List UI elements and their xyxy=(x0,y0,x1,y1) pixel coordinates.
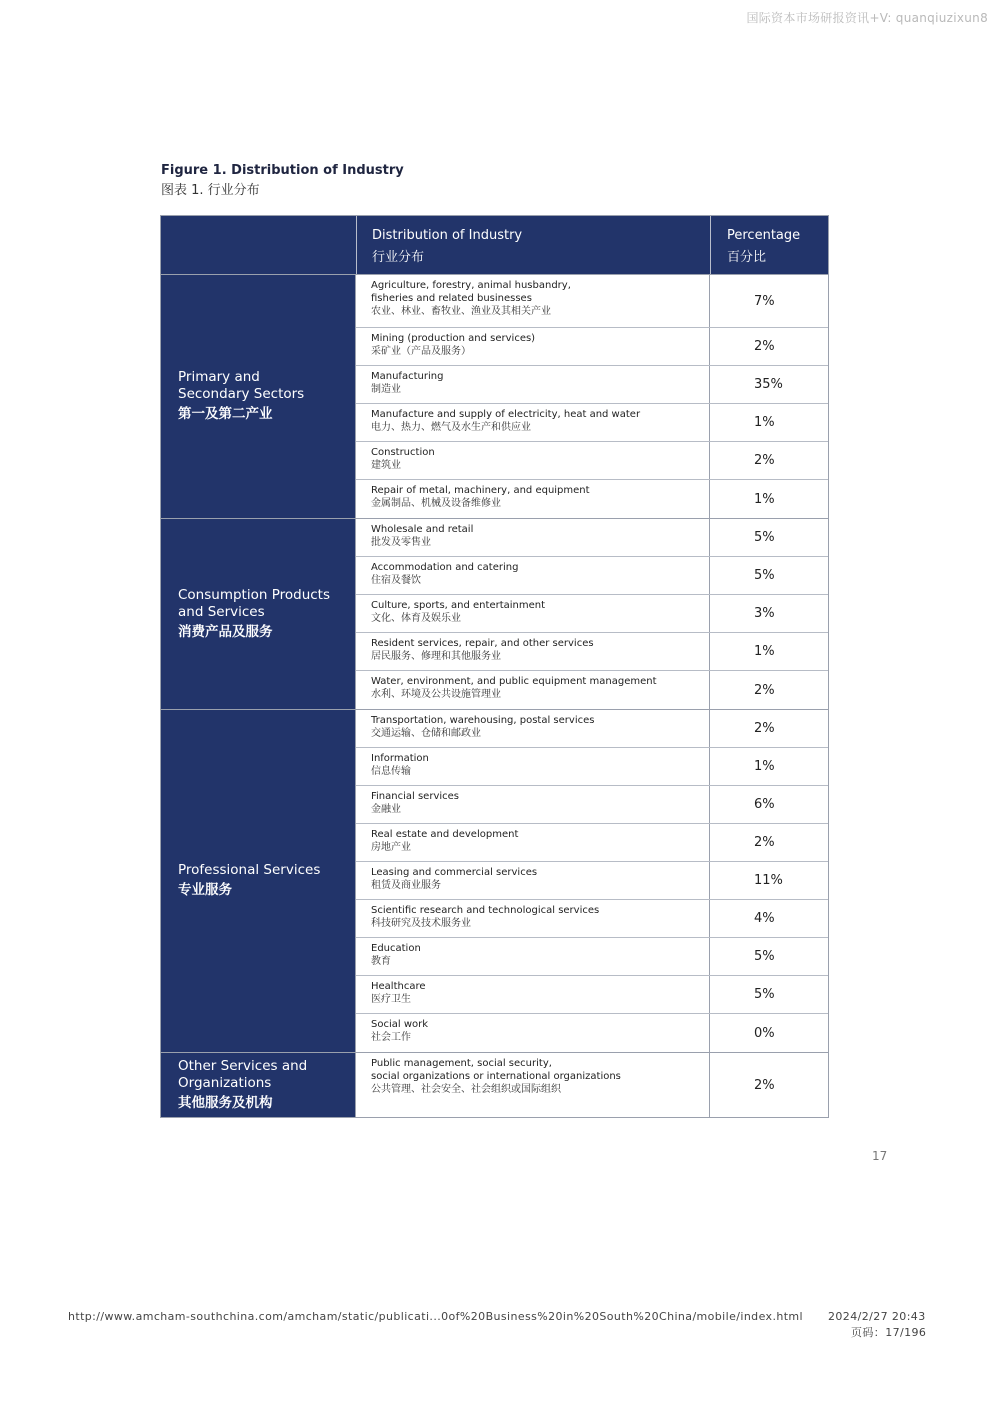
percentage-cell: 35% xyxy=(754,377,783,392)
percentage-cell: 1% xyxy=(754,644,775,659)
industry-name-en: Healthcare xyxy=(371,981,426,992)
percentage-cell: 5% xyxy=(754,949,775,964)
group-name-en: Professional Services xyxy=(178,862,321,878)
group-name-zh: 第一及第二产业 xyxy=(178,406,273,422)
industry-name-en: Accommodation and catering xyxy=(371,562,519,573)
industry-cell xyxy=(356,557,710,594)
percentage-cell: 5% xyxy=(754,568,775,583)
industry-cell xyxy=(356,442,710,479)
industry-name-zh: 金属制品、机械及设备维修业 xyxy=(371,498,501,509)
industry-name-en: Wholesale and retail xyxy=(371,524,474,535)
watermark-text: 国际资本市场研报资讯+V: quanqiuzixun8 xyxy=(746,11,988,25)
table-group xyxy=(161,275,828,519)
table-row xyxy=(356,671,828,709)
table-row xyxy=(356,442,828,480)
industry-name-en: Leasing and commercial services xyxy=(371,867,538,878)
industry-name-zh: 水利、环境及公共设施管理业 xyxy=(371,689,501,700)
industry-name-zh: 房地产业 xyxy=(371,842,411,853)
industry-name-en: Transportation, warehousing, postal services xyxy=(371,715,595,726)
industry-name-zh: 租赁及商业服务 xyxy=(371,880,441,891)
table-row xyxy=(356,1014,828,1052)
group-rows xyxy=(356,1053,828,1117)
industry-cell xyxy=(356,1053,710,1117)
industry-name-zh: 电力、热力、燃气及水生产和供应业 xyxy=(371,422,531,433)
table-row xyxy=(356,786,828,824)
footer-datetime: 2024/2/27 20:43 xyxy=(828,1310,926,1323)
percentage-cell: 1% xyxy=(754,491,775,507)
industry-cell xyxy=(356,786,710,823)
group-name-en: Organizations xyxy=(178,1074,272,1091)
table-header xyxy=(161,216,828,275)
industry-name-zh: 建筑业 xyxy=(371,460,401,471)
industry-name-en: social organizations or international organizations xyxy=(371,1071,621,1082)
header-group-cell xyxy=(161,216,357,274)
percentage-cell: 1% xyxy=(754,415,775,430)
percentage-cell: 2% xyxy=(754,721,775,736)
industry-cell xyxy=(356,710,710,747)
group-rows xyxy=(356,275,828,518)
percentage-cell: 7% xyxy=(754,293,775,309)
industry-name-en: Public management, social security, xyxy=(371,1058,552,1069)
table-row xyxy=(356,748,828,786)
percentage-cell: 5% xyxy=(754,987,775,1002)
group-name-en: Secondary Sectors xyxy=(178,386,305,402)
industry-name-zh: 居民服务、修理和其他服务业 xyxy=(371,651,501,662)
group-name-en: Other Services and xyxy=(178,1057,308,1074)
percentage-cell: 2% xyxy=(754,1077,775,1093)
industry-name-en: Scientific research and technological services xyxy=(371,905,600,916)
percentage-cell: 0% xyxy=(754,1025,775,1041)
industry-name-zh: 农业、林业、畜牧业、渔业及其相关产业 xyxy=(371,306,551,317)
industry-name-zh: 教育 xyxy=(371,956,391,967)
table-row xyxy=(356,480,828,518)
industry-name-en: Repair of metal, machinery, and equipment xyxy=(371,485,590,496)
figure-title-zh: 图表 1. 行业分布 xyxy=(161,183,260,198)
table-row xyxy=(356,595,828,633)
industry-cell xyxy=(356,938,710,975)
industry-cell xyxy=(356,366,710,403)
percentage-cell: 3% xyxy=(754,606,775,621)
table-row xyxy=(356,710,828,748)
percentage-cell: 4% xyxy=(754,911,775,926)
percentage-cell: 2% xyxy=(754,453,775,468)
industry-name-en: Information xyxy=(371,753,429,764)
industry-name-en: Social work xyxy=(371,1019,429,1030)
industry-name-en: Manufacture and supply of electricity, heat and water xyxy=(371,409,641,420)
table-row xyxy=(356,633,828,671)
table-row xyxy=(356,938,828,976)
industry-cell xyxy=(356,976,710,1013)
header-industry-zh: 行业分布 xyxy=(372,250,425,265)
group-name-cell xyxy=(161,519,356,709)
table-group xyxy=(161,1053,828,1117)
group-name-cell xyxy=(161,710,356,1052)
percentage-cell: 11% xyxy=(754,873,783,888)
group-name-en: Primary and xyxy=(178,369,260,385)
header-percentage-zh: 百分比 xyxy=(727,250,767,265)
industry-distribution-table xyxy=(160,215,829,1118)
industry-name-en: Mining (production and services) xyxy=(371,333,536,344)
percentage-cell: 2% xyxy=(754,682,775,698)
table-row xyxy=(356,1053,828,1117)
industry-name-zh: 公共管理、社会安全、社会组织或国际组织 xyxy=(371,1084,561,1095)
percentage-cell: 2% xyxy=(754,835,775,850)
industry-name-en: Agriculture, forestry, animal husbandry, xyxy=(371,280,571,291)
industry-name-en: Culture, sports, and entertainment xyxy=(371,600,546,611)
table-row xyxy=(356,366,828,404)
group-name-zh: 其他服务及机构 xyxy=(178,1094,273,1111)
industry-name-en: Resident services, repair, and other services xyxy=(371,638,594,649)
table-row xyxy=(356,275,828,328)
industry-name-en: Real estate and development xyxy=(371,829,519,840)
industry-cell xyxy=(356,862,710,899)
industry-name-zh: 采矿业（产品及服务） xyxy=(371,346,471,357)
figure-title xyxy=(161,163,404,198)
industry-name-zh: 科技研究及技术服务业 xyxy=(371,918,471,929)
industry-name-en: Education xyxy=(371,943,421,954)
industry-name-zh: 社会工作 xyxy=(371,1032,411,1043)
industry-cell xyxy=(356,824,710,861)
industry-cell xyxy=(356,480,710,518)
industry-cell xyxy=(356,1014,710,1052)
table-row xyxy=(356,519,828,557)
table-row xyxy=(356,328,828,366)
percentage-cell: 6% xyxy=(754,797,775,812)
table-row xyxy=(356,824,828,862)
industry-name-en: fisheries and related businesses xyxy=(371,293,532,304)
industry-name-zh: 信息传输 xyxy=(371,766,411,777)
percentage-cell: 2% xyxy=(754,339,775,354)
industry-cell xyxy=(356,328,710,365)
industry-name-zh: 医疗卫生 xyxy=(371,994,411,1005)
industry-name-zh: 文化、体育及娱乐业 xyxy=(371,613,461,624)
group-rows xyxy=(356,710,828,1052)
table-row xyxy=(356,404,828,442)
group-name-en: Consumption Products xyxy=(178,586,330,603)
table-row xyxy=(356,557,828,595)
industry-name-en: Construction xyxy=(371,447,435,458)
industry-cell xyxy=(356,404,710,441)
group-name-cell xyxy=(161,1053,356,1117)
industry-name-zh: 金融业 xyxy=(371,804,401,815)
table-group xyxy=(161,519,828,710)
industry-cell xyxy=(356,900,710,937)
industry-name-zh: 批发及零售业 xyxy=(371,537,431,548)
header-industry-cell xyxy=(357,216,711,274)
figure-title-en: Figure 1. Distribution of Industry xyxy=(161,163,404,178)
footer-url: http://www.amcham-southchina.com/amcham/static/publicati...0of%20Business%20in%20South%20China/mobile/index.html xyxy=(68,1310,804,1323)
percentage-cell: 1% xyxy=(754,759,775,774)
industry-cell xyxy=(356,748,710,785)
industry-name-en: Manufacturing xyxy=(371,371,444,382)
header-industry-en: Distribution of Industry xyxy=(372,228,523,243)
industry-cell xyxy=(356,519,710,556)
industry-name-zh: 住宿及餐饮 xyxy=(371,575,421,586)
table-row xyxy=(356,976,828,1014)
industry-name-zh: 制造业 xyxy=(371,384,401,395)
group-name-zh: 专业服务 xyxy=(178,882,232,898)
table-row xyxy=(356,900,828,938)
industry-cell xyxy=(356,275,710,327)
group-name-zh: 消费产品及服务 xyxy=(178,623,273,640)
industry-cell xyxy=(356,671,710,709)
table-group xyxy=(161,710,828,1053)
percentage-cell: 5% xyxy=(754,530,775,545)
footer-page-label: 页码：17/196 xyxy=(851,1326,927,1339)
industry-cell xyxy=(356,595,710,632)
group-rows xyxy=(356,519,828,709)
industry-name-en: Financial services xyxy=(371,791,459,802)
industry-cell xyxy=(356,633,710,670)
page-number: 17 xyxy=(872,1149,888,1163)
industry-name-zh: 交通运输、仓储和邮政业 xyxy=(371,728,481,739)
header-percentage-cell xyxy=(711,216,828,274)
table-row xyxy=(356,862,828,900)
industry-name-en: Water, environment, and public equipment management xyxy=(371,676,657,687)
group-name-en: and Services xyxy=(178,603,265,620)
header-percentage-en: Percentage xyxy=(727,228,801,243)
group-name-cell xyxy=(161,275,356,518)
